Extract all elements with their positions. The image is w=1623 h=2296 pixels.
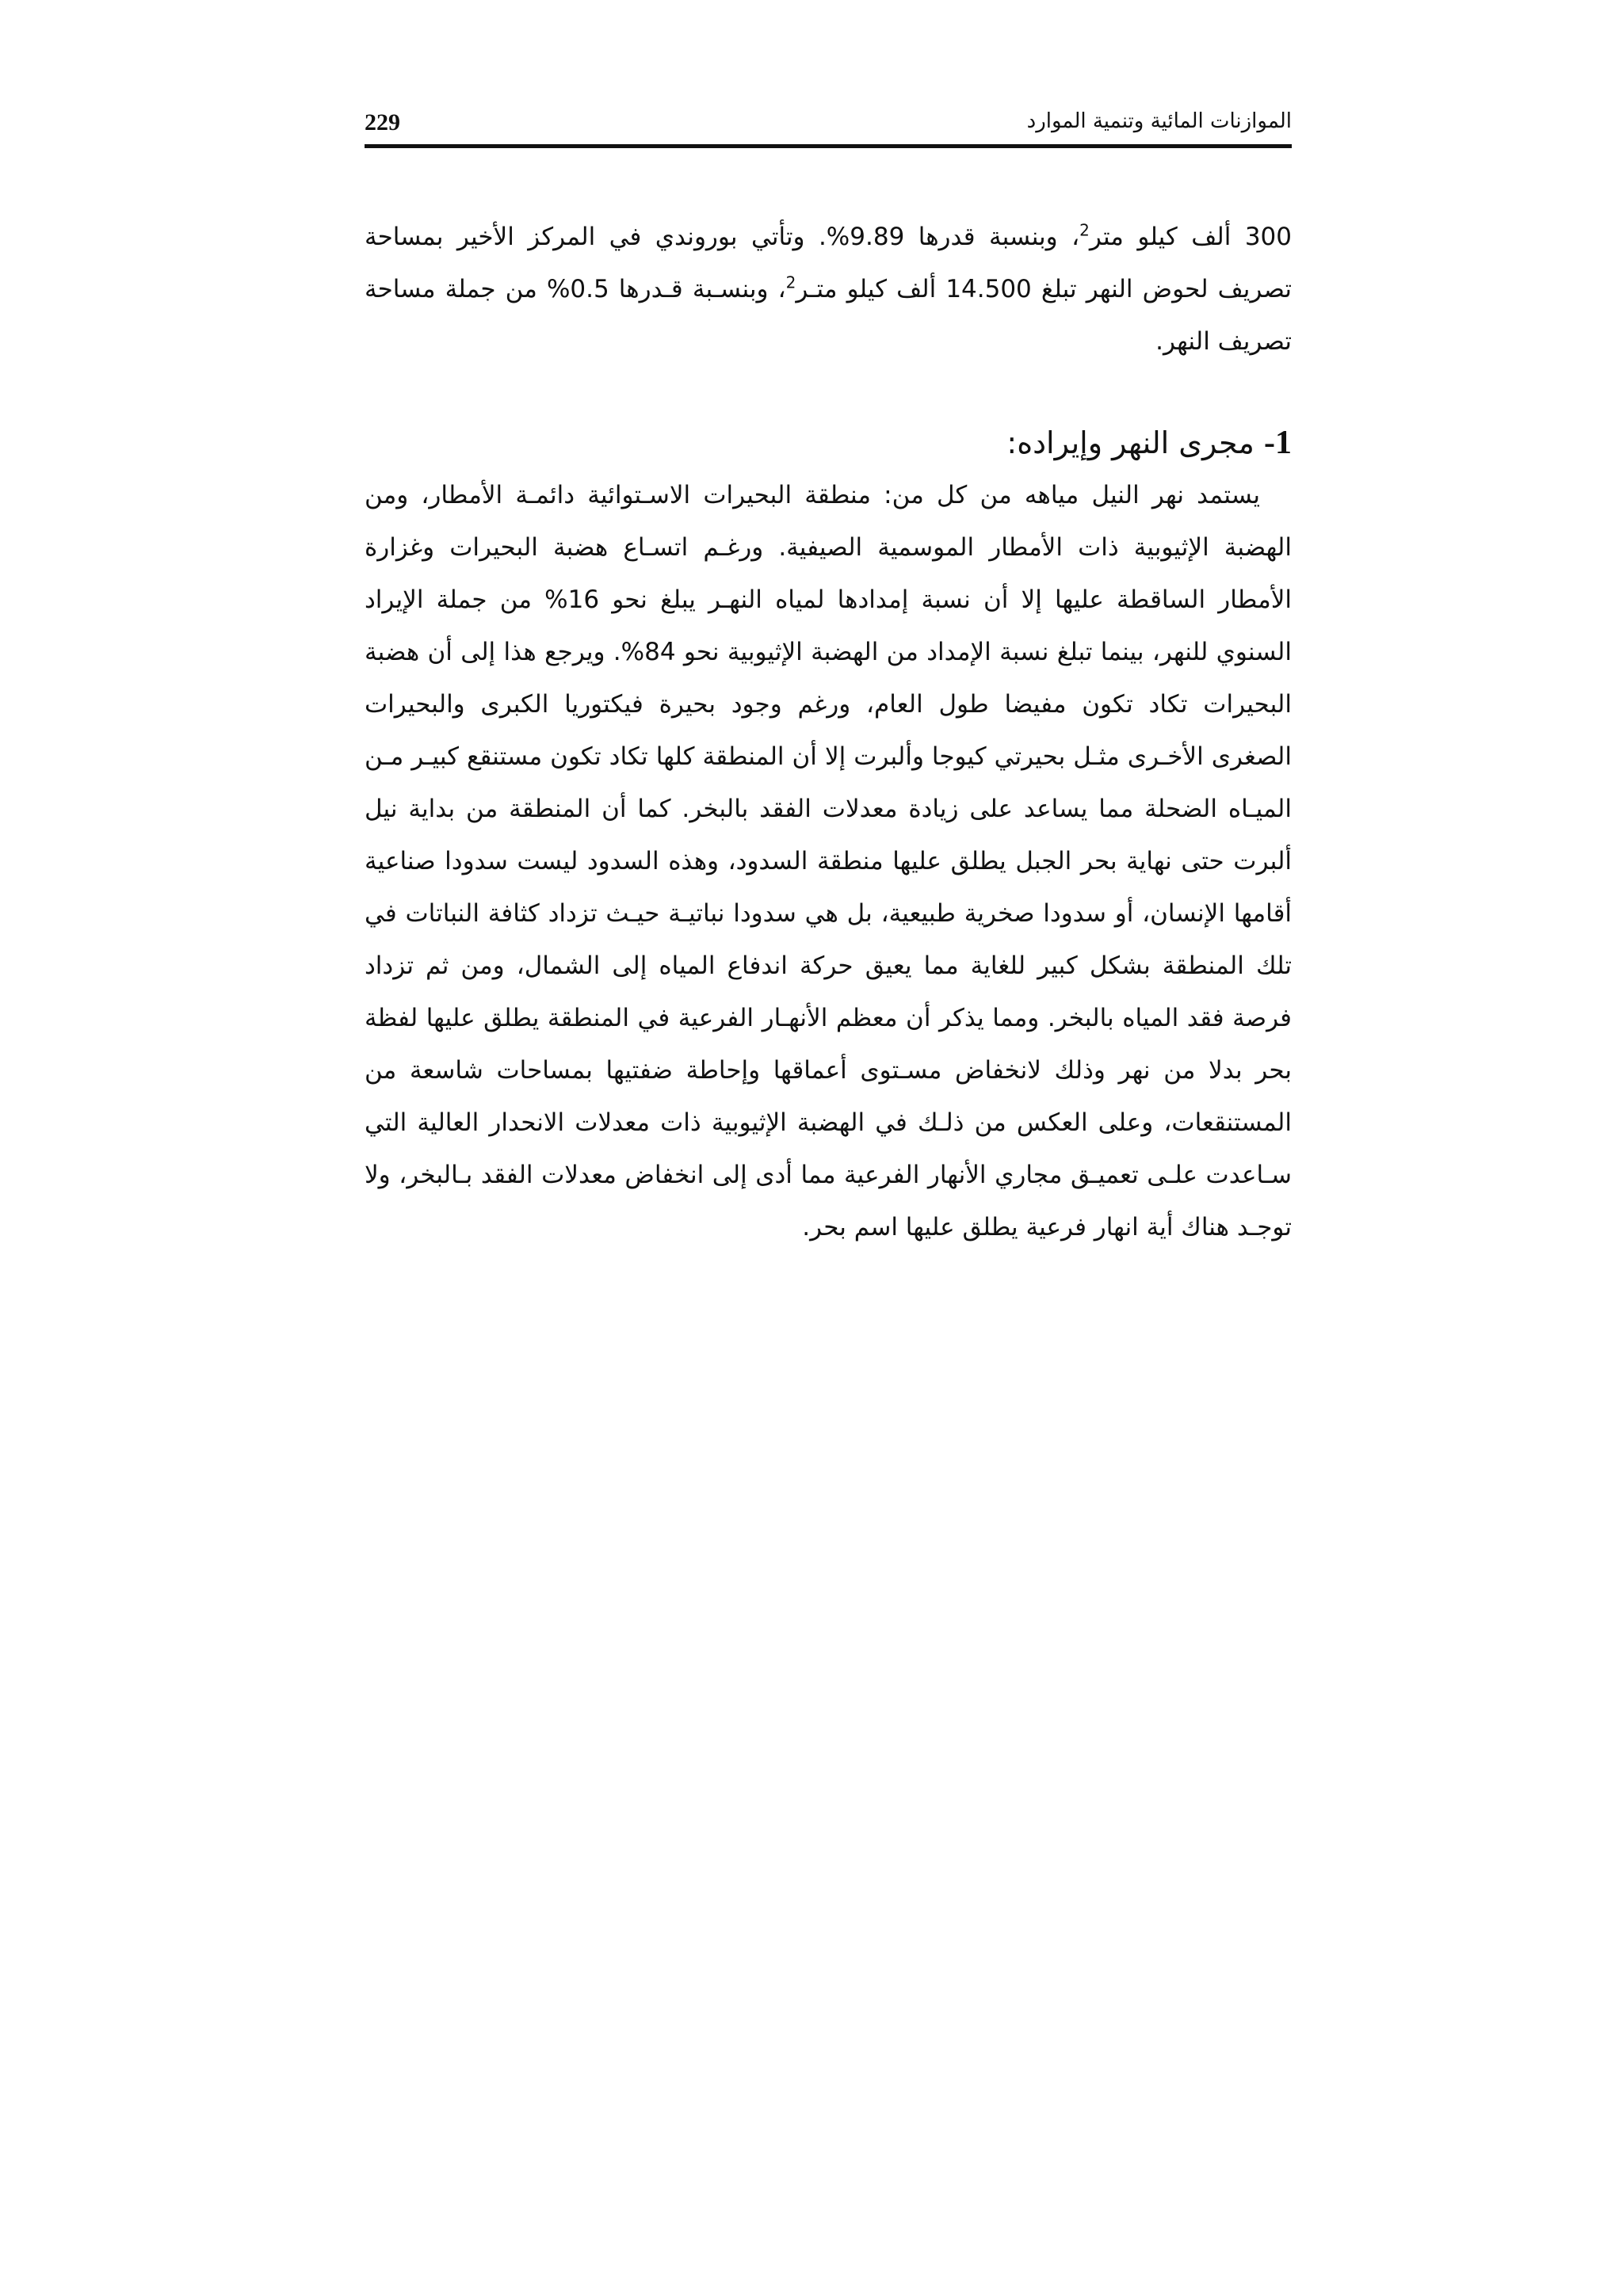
intro-paragraph [365, 211, 1292, 368]
intro-text-part-1: 300 ألف كيلو متر [1089, 223, 1292, 251]
section-body-paragraph: يستمد نهر النيل مياهه من كل من: منطقة البحيرات الاسـتوائية دائمـة الأمطار، ومن الهضبة الإثيوبية ذات الأمطار الموسمية الصيفية. ورغـم اتسـاع هضبة البحيرات وغزارة الأمطار الساقطة عليها إلا أن نسبة إمدادها لمياه النهـر يبلغ نحو 16% من جملة الإيراد السنوي للنهر، بينما تبلغ نسبة الإمداد من الهضبة الإثيوبية نحو 84%. ويرجع هذا إلى أن هضبة البحيرات تكاد تكون مفيضا طول العام، ورغم وجود بحيرة فيكتوريا الكبرى والبحيرات الصغرى الأخـرى مثـل بحيرتي كيوجا وألبرت إلا أن المنطقة كلها تكاد تكون مستنقع كبيـر مـن الميـاه الضحلة مما يساعد على زيادة معدلات الفقد بالبخر. كما أن المنطقة من بداية نيل ألبرت حتى نهاية بحر الجبل يطلق عليها منطقة السدود، وهذه السدود ليست سدودا صناعية أقامها الإنسان، أو سدودا صخرية طبيعية، بل هي سدودا نباتيـة حيـث تزداد كثافة النباتات في تلك المنطقة بشكل كبير للغاية مما يعيق حركة اندفاع المياه إلى الشمال، ومن ثم تزداد فرصة فقد المياه بالبخر. ومما يذكر أن معظم الأنهـار الفرعية في المنطقة يطلق عليها لفظة بحر بدلا من نهر وذلك لانخفاض مسـتوى أعماقها وإحاطة ضفتيها بمساحات شاسعة من المستنقعات، وعلى العكس من ذلـك في الهضبة الإثيوبية ذات معدلات الانحدار العالية التي سـاعدت علـى تعميـق مجاري الأنهار الفرعية مما أدى إلى انخفاض معدلات الفقد بـالبخر، ولا توجـد هناك أية انهار فرعية يطلق عليها اسم بحر. [365, 481, 1292, 1241]
superscript-2: 2 [785, 273, 796, 292]
intro-text-part-2: ، وبنسبة قدرها 9.89%. وتأتي بوروندي في المركز الأخير بمساحة تصريف لحوض النهر تبلغ 14.500 ألف كيلو متـر [365, 223, 1293, 303]
superscript-2: 2 [1079, 220, 1090, 240]
page-content [365, 211, 1292, 1253]
book-title: الموازنات المائية وتنمية الموارد [1026, 109, 1292, 133]
section-title: مجرى النهر وإيراده: [1006, 425, 1254, 460]
page-number: 229 [365, 109, 400, 135]
section-number: 1- [1264, 425, 1292, 461]
section-heading [365, 417, 1292, 469]
intro-text-part-3: ، وبنسـبة قـدرها 0.5% من جملة مساحة تصريف النهر. [365, 275, 1292, 356]
header-rule [365, 144, 1292, 148]
running-header [365, 101, 1292, 149]
